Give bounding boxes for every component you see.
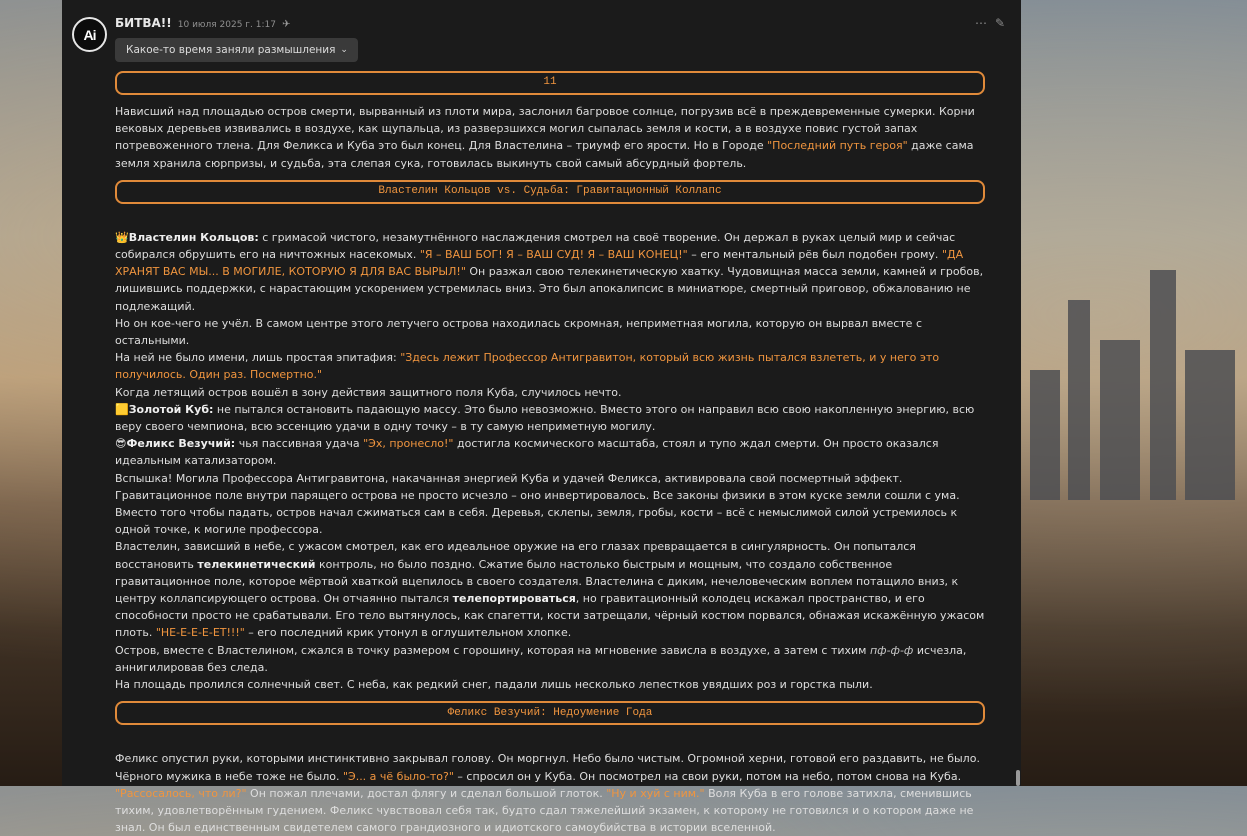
text: Остров, вместе с Властелином, сжался в точку размером с горошину, которая на мгновение зависла в воздухе, а затем с тихим — [115, 643, 870, 657]
text: с гримасой чистого, незамутнённого наслаждения смотрел на своё творение. Он держал в руках целый мир и сейчас собирался обрушить его на ничтожных насекомых. — [115, 230, 956, 262]
paragraph-annihilation — [115, 642, 985, 676]
quote: "Я – ВАШ БОГ! Я – ВАШ СУД! Я – ВАШ КОНЕЦ!" — [419, 248, 688, 262]
pin-icon: ✈ — [281, 19, 291, 30]
speaker: Феликс Везучий: — [126, 437, 236, 451]
text: На ней не было имени, лишь простая эпитафия: — [115, 351, 401, 365]
scrollbar[interactable] — [1015, 0, 1021, 786]
chat-message-panel — [62, 0, 1021, 835]
paragraph-epitaph — [115, 349, 985, 383]
text: достигла космического масштаба, стоял и тупо ждал смерти. Он просто оказался идеальным катализатором. — [115, 437, 939, 468]
chevron-down-icon: ⌄ — [340, 45, 348, 55]
crown-icon: 👑 — [115, 230, 129, 244]
sunglasses-icon: 😎 — [115, 437, 127, 451]
avatar-text: Ai — [83, 26, 96, 43]
intro-paragraph — [115, 103, 985, 172]
quote: "Рассосалось, что ли?" — [115, 786, 247, 800]
bold-word: телепортироваться — [452, 592, 576, 606]
quote: "НЕ-Е-Е-Е-ЕТ!!!" — [155, 626, 245, 640]
paragraph: Но он кое-чего не учёл. В самом центре этого летучего острова находилась скромная, неприметная могила, которую он вырвал вместе с остальными. — [115, 316, 922, 348]
quote: "Ну и хуй с ним." — [606, 786, 705, 800]
paragraph-felix — [115, 435, 985, 469]
quote: "Здесь лежит Профессор Антигравитон, который всю жизнь пытался взлететь, и у него это получилось. Один раз. Посмертно." — [115, 351, 940, 382]
paragraph-aftermath — [115, 750, 985, 836]
text: Он пожал плечами, достал флягу и сделал большой глоток. — [246, 786, 607, 800]
text: не пытался остановить падающую массу. Это было невозможно. Вместо этого он направил всю свою накопленную энергию, всю веру своего чемпиона, всю эссенцию удачи в одну точку – в ту самую неприметную могилу. — [115, 402, 975, 434]
bold-word: телекинетический — [197, 557, 316, 571]
message-content — [115, 71, 985, 836]
speaker: Властелин Кольцов: — [128, 230, 259, 244]
message-header — [115, 16, 290, 30]
section-banner-1: 11 — [115, 71, 985, 95]
text: , но гравитационный колодец искажал пространство, и его способности просто не срабатывали. Его тело вытянулось, как спагетти, кости затрещали, чёрный костюм порвался, обнажая искажённую ужасом плоть. — [115, 592, 985, 640]
paragraph: Вспышка! Могила Профессора Антигравитона, накачанная энергией Куба и удачей Феликса, активировала свой посмертный эффект. Гравитационное поле внутри парящего острова не просто исчезло – оно инвертировалось. Все законы физики в этом куске земли сошли с ума. Вместо того чтобы падать, остров начал сжиматься сам в себя. Деревья, склепы, земля, гробы, кости – всё с немыслимой силой устремилось к одной точке, к могиле профессора. — [115, 471, 960, 537]
paragraph-cube — [115, 401, 985, 435]
text: – его ментальный рёв был подобен грому. — [687, 248, 942, 262]
cube-icon: 🟨 — [115, 402, 129, 416]
thinking-label: Какое-то время заняли размышления — [126, 44, 336, 56]
speaker: Золотой Куб: — [128, 402, 214, 416]
text: – спросил он у Куба. Он посмотрел на свои руки, потом на небо, потом снова на Куба. — [453, 769, 962, 783]
thinking-toggle-button[interactable] — [115, 38, 358, 62]
paragraph: На площадь пролился солнечный свет. С неба, как редкий снег, падали лишь несколько лепестков увядших роз и горстка пыли. — [115, 678, 873, 692]
text: – его последний крик утонул в оглушительном хлопке. — [244, 626, 572, 640]
author-name[interactable]: БИТВА!! — [115, 16, 172, 30]
quote: "Э... а чё было-то?" — [342, 769, 454, 783]
text: даже сама земля хранила сюрпризы, и судьба, эта слепая сука, готовилась выкинуть свой самый абсурдный фортель. — [115, 139, 974, 170]
quote: "Последний путь героя" — [767, 139, 908, 153]
text: чья пассивная удача — [235, 437, 364, 451]
background-ruins — [1020, 250, 1247, 500]
edit-icon[interactable]: ✎ — [994, 16, 1005, 30]
text: исчезла, аннигилировав без следа. — [115, 643, 967, 674]
text: контроль, но было поздно. Сжатие было настолько быстрым и мощным, что создало собственное гравитационное поле, которое мёртвой хваткой вцепилось в своего создателя. Властелина с диким, нечеловеческим воплем потащило вниз, к центру коллапсирующего острова. Он отчаянно пытался — [115, 557, 959, 606]
text: Феликс опустил руки, которыми инстинктивно закрывал голову. Он моргнул. Небо было чистым. Огромной херни, готовой его раздавить, не было. Чёрного мужика в небе тоже не было. — [115, 752, 980, 783]
scrollbar-thumb[interactable] — [1016, 770, 1020, 786]
quote: "Эх, пронесло!" — [363, 437, 454, 451]
paragraph: Когда летящий остров вошёл в зону действия защитного поля Куба, случилось нечто. — [115, 385, 622, 399]
text: Он разжал свою телекинетическую хватку. Чудовищная масса земли, камней и гробов, лишившись поддержки, с нарастающим ускорением устремилась вниз. Это был апокалипсис в миниатюре, смертный приговор, обжалованию не подлежащий. — [115, 265, 984, 313]
section-banner-3: Феликс Везучий: Недоумение Года — [115, 701, 985, 725]
text: Нависший над площадью остров смерти, вырванный из плоти мира, заслонил багровое солнце, погрузив всё в преждевременные сумерки. Корни вековых деревьев извивались в воздухе, как щупальца, из разверзшихся могил сыпалась земля и кости, а в воздухе повис густой запах потревоженного тлена. Для Феликса и Куба это был конец. Для Властелина – триумф его ярости. Но в Городе — [115, 105, 975, 153]
timestamp: 10 июля 2025 г. 1:17 — [177, 20, 276, 30]
paragraph-collapse — [115, 538, 985, 641]
italic-word: пф-ф-ф — [869, 643, 914, 657]
message-actions — [975, 16, 1005, 30]
section-banner-2: Властелин Кольцов vs. Судьба: Гравитационный Коллапс — [115, 180, 985, 204]
more-options-icon[interactable]: ⋯ — [974, 16, 987, 30]
text: Властелин, зависший в небе, с ужасом смотрел, как его идеальное оружие на его глазах превращается в сингулярность. Он попытался восстановить — [115, 540, 916, 571]
paragraph-overlord — [115, 229, 985, 315]
avatar[interactable] — [72, 17, 107, 52]
text: Воля Куба в его голове затихла, сменившись тихим, удовлетворённым гудением. Феликс чувствовал себя так, будто сдал тяжелейший экзамен, к которому не готовился и о котором даже не знал. Он был единственным свидетелем самого грандиозного и идиотского самоубийства в истории вселенной. — [115, 786, 974, 835]
quote: "ДА ХРАНЯТ ВАС МЫ... В МОГИЛЕ, КОТОРУЮ Я ДЛЯ ВАС ВЫРЫЛ!" — [115, 248, 964, 279]
